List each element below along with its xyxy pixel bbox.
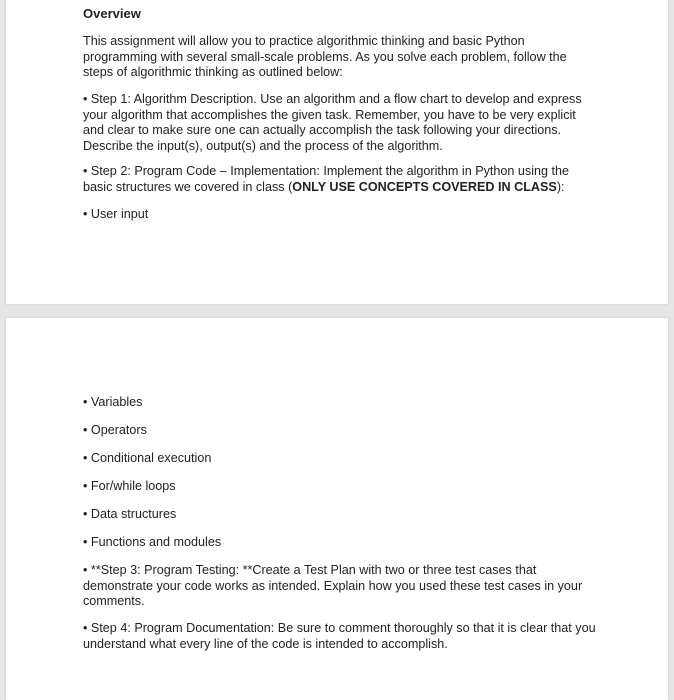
step-2-emphasis: ONLY USE CONCEPTS COVERED IN CLASS [292,179,557,194]
step-4-paragraph: • Step 4: Program Documentation: Be sure to comment thoroughly so that it is clear that you understand what every line of the code is intended to accomplish. [83,621,596,651]
step-3-paragraph: • **Step 3: Program Testing: **Create a Test Plan with two or three test cases that demonstrate your code works as intended. Explain how you used these test cases in your comments. [83,563,583,608]
bullet-operators: • Operators [83,423,147,437]
bullet-data-structures: • Data structures [83,507,177,521]
document-page-2 [6,318,668,700]
step-1-paragraph: • Step 1: Algorithm Description. Use an algorithm and a flow chart to develop and express your algorithm that accomplishes the given task. Remember, you have to be very explicit and clear to make sure one can actually accomplish the task following your directions. Describe the input(s), output(s) and the process of the algorithm. [83,92,582,153]
step-2-suffix: ): [556,179,565,194]
step-2-text: • Step 2: Program Code – Implementation: Implement the algorithm in Python using the basic structures we covered in class ( [83,164,570,194]
overview-heading: Overview [83,6,141,21]
bullet-user-input: • User input [83,207,149,221]
step-2-paragraph [83,164,598,195]
intro-paragraph: This assignment will allow you to practice algorithmic thinking and basic Python programming with several small-scale problems. As you solve each problem, follow the steps of algorithmic thinking as outlined below: [83,34,567,79]
document-page-1 [6,0,668,304]
bullet-variables: • Variables [83,395,143,409]
bullet-loops: • For/while loops [83,479,176,493]
bullet-conditional-execution: • Conditional execution [83,451,212,465]
bullet-functions-modules: • Functions and modules [83,535,222,549]
